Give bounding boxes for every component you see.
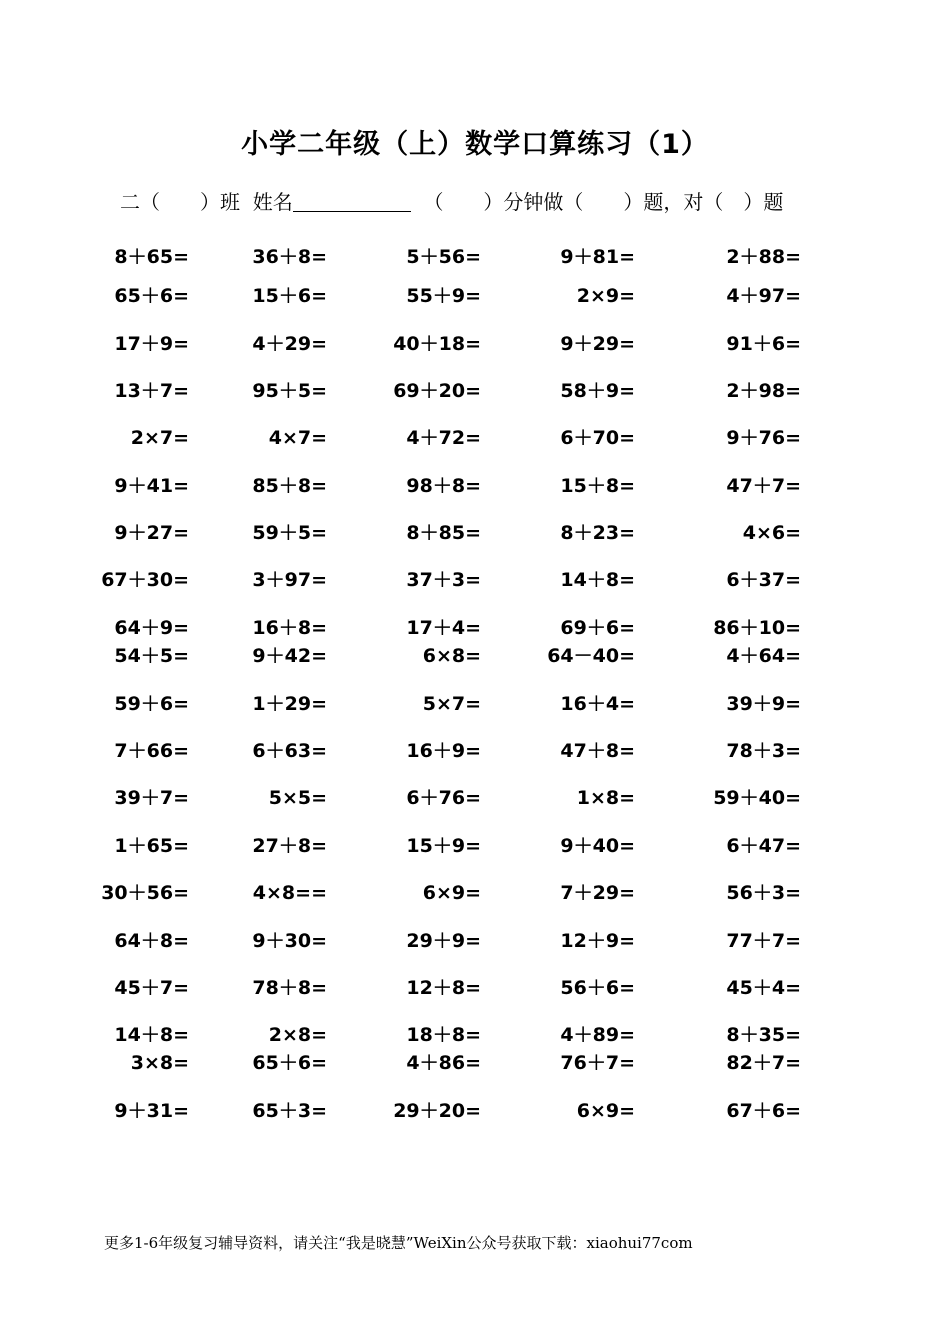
math-problem: 29＋20= (393, 1100, 481, 1122)
name-blank[interactable] (293, 191, 411, 212)
math-problem: 2＋98= (726, 380, 801, 402)
math-problem: 1＋65= (114, 835, 189, 857)
math-problem: 39＋9= (726, 693, 801, 715)
math-problem: 4×8== (252, 882, 327, 904)
math-problem: 40＋18= (393, 333, 481, 355)
problem-row (0, 643, 950, 669)
math-problem: 4＋64= (726, 645, 801, 667)
math-problem: 54＋5= (114, 645, 189, 667)
math-problem: 16＋8= (252, 617, 327, 639)
math-problem: 2×9= (576, 285, 635, 307)
problem-row (0, 283, 950, 309)
math-problem: 2×8= (268, 1024, 327, 1046)
math-problem: 6×9= (576, 1100, 635, 1122)
problem-row (0, 880, 950, 906)
math-problem: 37＋3= (406, 569, 481, 591)
math-problem: 4＋86= (406, 1052, 481, 1074)
math-problem: 6＋76= (406, 787, 481, 809)
math-problem: 91＋6= (726, 333, 801, 355)
problem-row (0, 833, 950, 859)
math-problem: 8＋35= (726, 1024, 801, 1046)
math-problem: 78＋8= (252, 977, 327, 999)
math-problem: 9＋81= (560, 246, 635, 268)
page-title: 小学二年级（上）数学口算练习（1） (241, 129, 709, 160)
footer-note: 更多1-6年级复习辅导资料，请关注“我是晓慧”WeiXin公众号获取下载：xiaohui77com (104, 1234, 693, 1252)
math-problem: 6×8= (422, 645, 481, 667)
math-problem: 98＋8= (406, 475, 481, 497)
problem-row (0, 785, 950, 811)
math-problem: 9＋31= (114, 1100, 189, 1122)
math-problem: 5＋56= (406, 246, 481, 268)
math-problem: 7＋29= (560, 882, 635, 904)
math-problem: 6×9= (422, 882, 481, 904)
problem-row (0, 738, 950, 764)
math-problem: 16＋4= (560, 693, 635, 715)
math-problem: 18＋8= (406, 1024, 481, 1046)
math-problem: 86＋10= (713, 617, 801, 639)
math-problem: 1×8= (576, 787, 635, 809)
math-problem: 2＋88= (726, 246, 801, 268)
problem-row (0, 1050, 950, 1076)
problem-row (0, 691, 950, 717)
math-problem: 9＋42= (252, 645, 327, 667)
problem-row (0, 425, 950, 451)
math-problem: 9＋27= (114, 522, 189, 544)
math-problem: 67＋6= (726, 1100, 801, 1122)
math-problem: 64＋9= (114, 617, 189, 639)
math-problem: 15＋9= (406, 835, 481, 857)
math-problem: 69＋20= (393, 380, 481, 402)
math-problem: 59＋40= (713, 787, 801, 809)
math-problem: 13＋7= (114, 380, 189, 402)
math-problem: 9＋30= (252, 930, 327, 952)
math-problem: 56＋6= (560, 977, 635, 999)
problem-row (0, 244, 950, 270)
math-problem: 9＋40= (560, 835, 635, 857)
math-problem: 6＋63= (252, 740, 327, 762)
math-problem: 85＋8= (252, 475, 327, 497)
math-problem: 3×8= (130, 1052, 189, 1074)
student-info-line (120, 186, 783, 215)
math-problem: 36＋8= (252, 246, 327, 268)
math-problem: 65＋6= (114, 285, 189, 307)
math-problem: 47＋7= (726, 475, 801, 497)
problem-row (0, 975, 950, 1001)
math-problem: 6＋70= (560, 427, 635, 449)
math-problem: 15＋8= (560, 475, 635, 497)
math-problem: 14＋8= (560, 569, 635, 591)
math-problem: 39＋7= (114, 787, 189, 809)
math-problem: 6＋47= (726, 835, 801, 857)
math-problem: 67＋30= (101, 569, 189, 591)
problem-row (0, 567, 950, 593)
math-problem: 9＋29= (560, 333, 635, 355)
math-problem: 15＋6= (252, 285, 327, 307)
math-problem: 4＋29= (252, 333, 327, 355)
math-problem: 16＋9= (406, 740, 481, 762)
problem-row (0, 1022, 950, 1048)
math-problem: 12＋8= (406, 977, 481, 999)
math-problem: 17＋4= (406, 617, 481, 639)
math-problem: 5×7= (422, 693, 481, 715)
math-problem: 9＋76= (726, 427, 801, 449)
class-name-label: 二（ ）班 姓名 (120, 190, 293, 214)
problem-row (0, 378, 950, 404)
math-problem: 58＋9= (560, 380, 635, 402)
math-problem: 7＋66= (114, 740, 189, 762)
math-problem: 1＋29= (252, 693, 327, 715)
math-problem: 4＋97= (726, 285, 801, 307)
problem-row (0, 473, 950, 499)
math-problem: 4×7= (268, 427, 327, 449)
math-problem: 8＋85= (406, 522, 481, 544)
math-problem: 5×5= (268, 787, 327, 809)
math-problem: 8＋23= (560, 522, 635, 544)
math-problem: 45＋4= (726, 977, 801, 999)
math-problem: 29＋9= (406, 930, 481, 952)
math-problem: 55＋9= (406, 285, 481, 307)
math-problem: 56＋3= (726, 882, 801, 904)
math-problem: 95＋5= (252, 380, 327, 402)
math-problem: 4＋89= (560, 1024, 635, 1046)
math-problem: 76＋7= (560, 1052, 635, 1074)
math-problem: 64＋8= (114, 930, 189, 952)
math-problem: 64－40= (547, 645, 635, 667)
math-problem: 12＋9= (560, 930, 635, 952)
problem-row (0, 615, 950, 641)
time-score-label: （ ）分钟做（ ）题，对（ ）题 (423, 190, 784, 214)
math-problem: 2×7= (130, 427, 189, 449)
math-problem: 9＋41= (114, 475, 189, 497)
math-problem: 6＋37= (726, 569, 801, 591)
math-problem: 4×6= (742, 522, 801, 544)
math-problem: 3＋97= (252, 569, 327, 591)
math-problem: 77＋7= (726, 930, 801, 952)
math-problem: 4＋72= (406, 427, 481, 449)
math-problem: 59＋5= (252, 522, 327, 544)
math-problem: 59＋6= (114, 693, 189, 715)
problem-row (0, 1098, 950, 1124)
math-problem: 30＋56= (101, 882, 189, 904)
math-problem: 65＋6= (252, 1052, 327, 1074)
problem-row (0, 520, 950, 546)
math-problem: 45＋7= (114, 977, 189, 999)
math-problem: 47＋8= (560, 740, 635, 762)
math-problem: 78＋3= (726, 740, 801, 762)
math-problem: 69＋6= (560, 617, 635, 639)
math-problem: 65＋3= (252, 1100, 327, 1122)
math-problem: 14＋8= (114, 1024, 189, 1046)
math-problem: 8＋65= (114, 246, 189, 268)
math-problem: 82＋7= (726, 1052, 801, 1074)
problem-row (0, 928, 950, 954)
problem-row (0, 331, 950, 357)
math-problem: 27＋8= (252, 835, 327, 857)
math-problem: 17＋9= (114, 333, 189, 355)
